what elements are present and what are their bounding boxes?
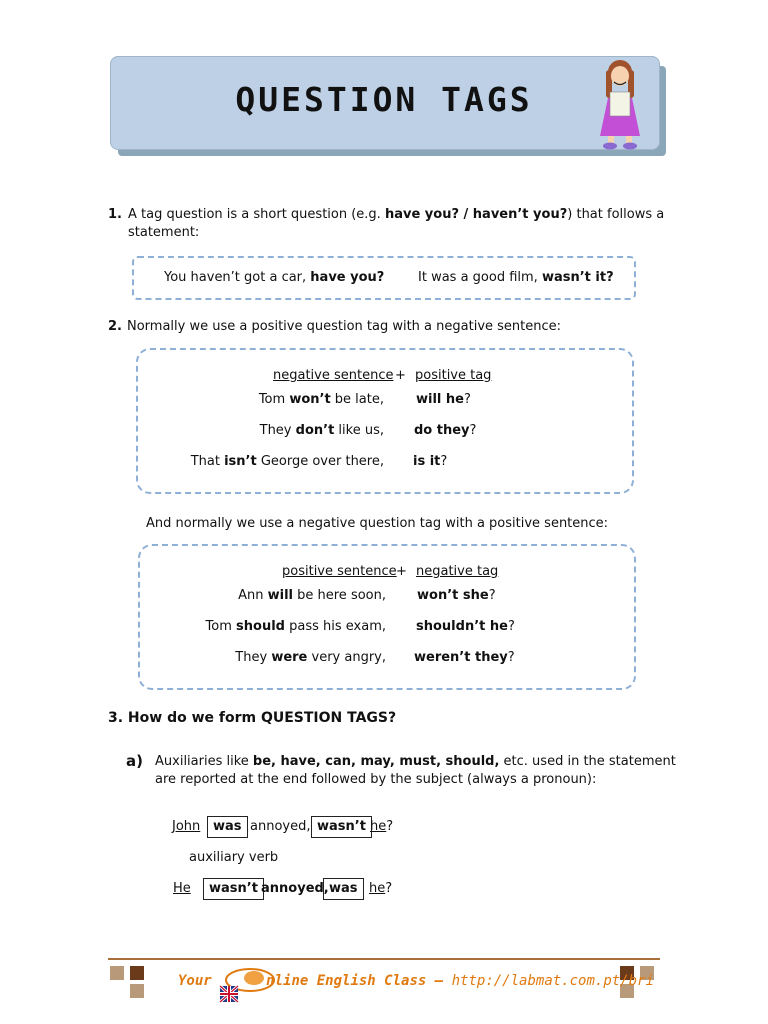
pos-row-3-q: ? bbox=[507, 650, 515, 665]
section-1-text bbox=[128, 206, 668, 224]
header-negative-sentence-text: negative sentence bbox=[273, 368, 394, 383]
neg-row-2-tag bbox=[414, 422, 476, 440]
plus-sign-2: + bbox=[396, 564, 407, 579]
neg-row-1-q: ? bbox=[463, 392, 471, 407]
header-positive-sentence-text: positive sentence bbox=[282, 564, 397, 579]
example-2-text: It was a good film, bbox=[418, 270, 542, 285]
neg-row-1-b: be late, bbox=[330, 392, 384, 407]
s1-text-bold: have you? / haven’t you? bbox=[384, 207, 568, 222]
header-positive-sentence bbox=[282, 563, 397, 581]
neg-row-3-a: That bbox=[190, 454, 225, 469]
footer-divider bbox=[108, 958, 660, 960]
pos-row-2-sentence bbox=[150, 618, 386, 636]
neg-row-1-sentence bbox=[150, 391, 384, 409]
section-3a-line1 bbox=[155, 753, 676, 771]
ex2-tag-box: was bbox=[323, 878, 364, 900]
pos-row-2-tag-bold: shouldn’t he bbox=[416, 619, 508, 634]
ex1-pronoun bbox=[370, 818, 393, 836]
neg-row-3-b: George over there, bbox=[256, 454, 384, 469]
section-2-number: 2. bbox=[108, 319, 122, 334]
ex1-tag-box: wasn’t bbox=[311, 816, 372, 838]
globe-flag-logo-icon bbox=[218, 966, 276, 1006]
pos-row-1-a: Ann bbox=[238, 588, 268, 603]
ex1-subject-text: John bbox=[172, 819, 201, 834]
example-1-tag: have you? bbox=[310, 270, 385, 285]
section-3a-label: a) bbox=[126, 752, 143, 770]
girl-illustration-icon bbox=[594, 58, 646, 152]
pos-row-3-tag bbox=[414, 649, 515, 667]
neg-row-3-tag-bold: is it bbox=[413, 454, 441, 469]
pos-row-1-sentence bbox=[150, 587, 386, 605]
pos-row-2-a: Tom bbox=[205, 619, 237, 634]
neg-row-3-q: ? bbox=[440, 454, 448, 469]
example-2 bbox=[418, 269, 614, 287]
s1-text-c: ) that follows a bbox=[567, 207, 665, 222]
ex1-q: ? bbox=[386, 819, 394, 834]
ex2-pronoun bbox=[369, 880, 392, 898]
pos-row-2-tag bbox=[416, 618, 515, 636]
example-1 bbox=[164, 269, 384, 287]
pos-row-3-sentence bbox=[150, 649, 386, 667]
ex2-middle: annoyed, bbox=[261, 881, 329, 896]
ex1-subject bbox=[172, 818, 200, 836]
header-negative-tag bbox=[416, 563, 498, 581]
section-2-intro: Normally we use a positive question tag with a negative sentence: bbox=[127, 319, 562, 334]
ex2-subject-text: He bbox=[173, 881, 191, 896]
ex2-q: ? bbox=[385, 881, 393, 896]
s3a-post: etc. used in the statement bbox=[499, 754, 676, 769]
neg-row-3-tag bbox=[413, 453, 447, 471]
s3a-bold: be, have, can, may, must, should, bbox=[252, 754, 500, 769]
section-1-number: 1. bbox=[108, 207, 122, 222]
header-positive-tag bbox=[415, 367, 491, 385]
plus-sign: + bbox=[395, 368, 406, 383]
neg-row-2-tag-bold: do they bbox=[414, 423, 470, 438]
footer-squares-left-icon bbox=[110, 966, 150, 1002]
example-2-tag: wasn’t it? bbox=[541, 270, 614, 285]
s3a-pre: Auxiliaries like bbox=[155, 754, 253, 769]
header-positive-tag-text: positive tag bbox=[415, 368, 492, 383]
section-1-text-line2: statement: bbox=[128, 225, 200, 240]
ex2-pronoun-text: he bbox=[369, 881, 386, 896]
example-1-text: You haven’t got a car, bbox=[164, 270, 311, 285]
s1-text-a: A tag question is a short question (e.g. bbox=[128, 207, 385, 222]
neg-row-2-sentence bbox=[150, 422, 384, 440]
pos-row-1-b: be here soon, bbox=[293, 588, 386, 603]
neg-row-2-aux: don’t bbox=[295, 423, 335, 438]
ex2-subject bbox=[173, 880, 191, 898]
neg-row-3-aux: isn’t bbox=[224, 454, 257, 469]
pos-row-2-q: ? bbox=[507, 619, 515, 634]
pos-row-1-tag-bold: won’t she bbox=[417, 588, 489, 603]
pos-row-2-b: pass his exam, bbox=[284, 619, 386, 634]
ex1-aux-box: was bbox=[207, 816, 248, 838]
section-3a-line2: are reported at the end followed by the subject (always a pronoun): bbox=[155, 772, 597, 787]
pos-row-1-aux: will bbox=[267, 588, 293, 603]
pos-row-3-aux: were bbox=[271, 650, 308, 665]
ex1-pronoun-text: he bbox=[370, 819, 387, 834]
section-3-heading: 3. How do we form QUESTION TAGS? bbox=[108, 710, 397, 726]
neg-row-2-a: They bbox=[259, 423, 296, 438]
neg-row-3-sentence bbox=[150, 453, 384, 471]
pos-row-1-q: ? bbox=[488, 588, 496, 603]
neg-row-1-aux: won’t bbox=[289, 392, 331, 407]
pos-row-3-a: They bbox=[235, 650, 272, 665]
neg-row-2-b: like us, bbox=[334, 423, 384, 438]
neg-row-2-q: ? bbox=[469, 423, 477, 438]
footer-class-name: nline English Class – bbox=[266, 973, 444, 989]
pos-row-2-aux: should bbox=[236, 619, 285, 634]
neg-row-1-tag bbox=[416, 391, 471, 409]
page-title: QUESTION TAGS bbox=[235, 80, 533, 119]
footer-your: Your bbox=[178, 973, 212, 989]
header-negative-tag-text: negative tag bbox=[416, 564, 499, 579]
pos-row-3-b: very angry, bbox=[307, 650, 386, 665]
pos-row-3-tag-bold: weren’t they bbox=[414, 650, 508, 665]
section-2-intro-2: And normally we use a negative question tag with a positive sentence: bbox=[146, 516, 609, 531]
neg-row-1-tag-bold: will he bbox=[416, 392, 464, 407]
footer-url-link[interactable]: http://labmat.com.pt/bri bbox=[451, 973, 654, 989]
pos-row-1-tag bbox=[417, 587, 496, 605]
ex2-aux-box: wasn’t bbox=[203, 878, 264, 900]
header-negative-sentence bbox=[273, 367, 393, 385]
aux-verb-label: auxiliary verb bbox=[189, 850, 279, 865]
neg-row-1-a: Tom bbox=[258, 392, 290, 407]
ex1-middle: annoyed, bbox=[250, 819, 311, 834]
